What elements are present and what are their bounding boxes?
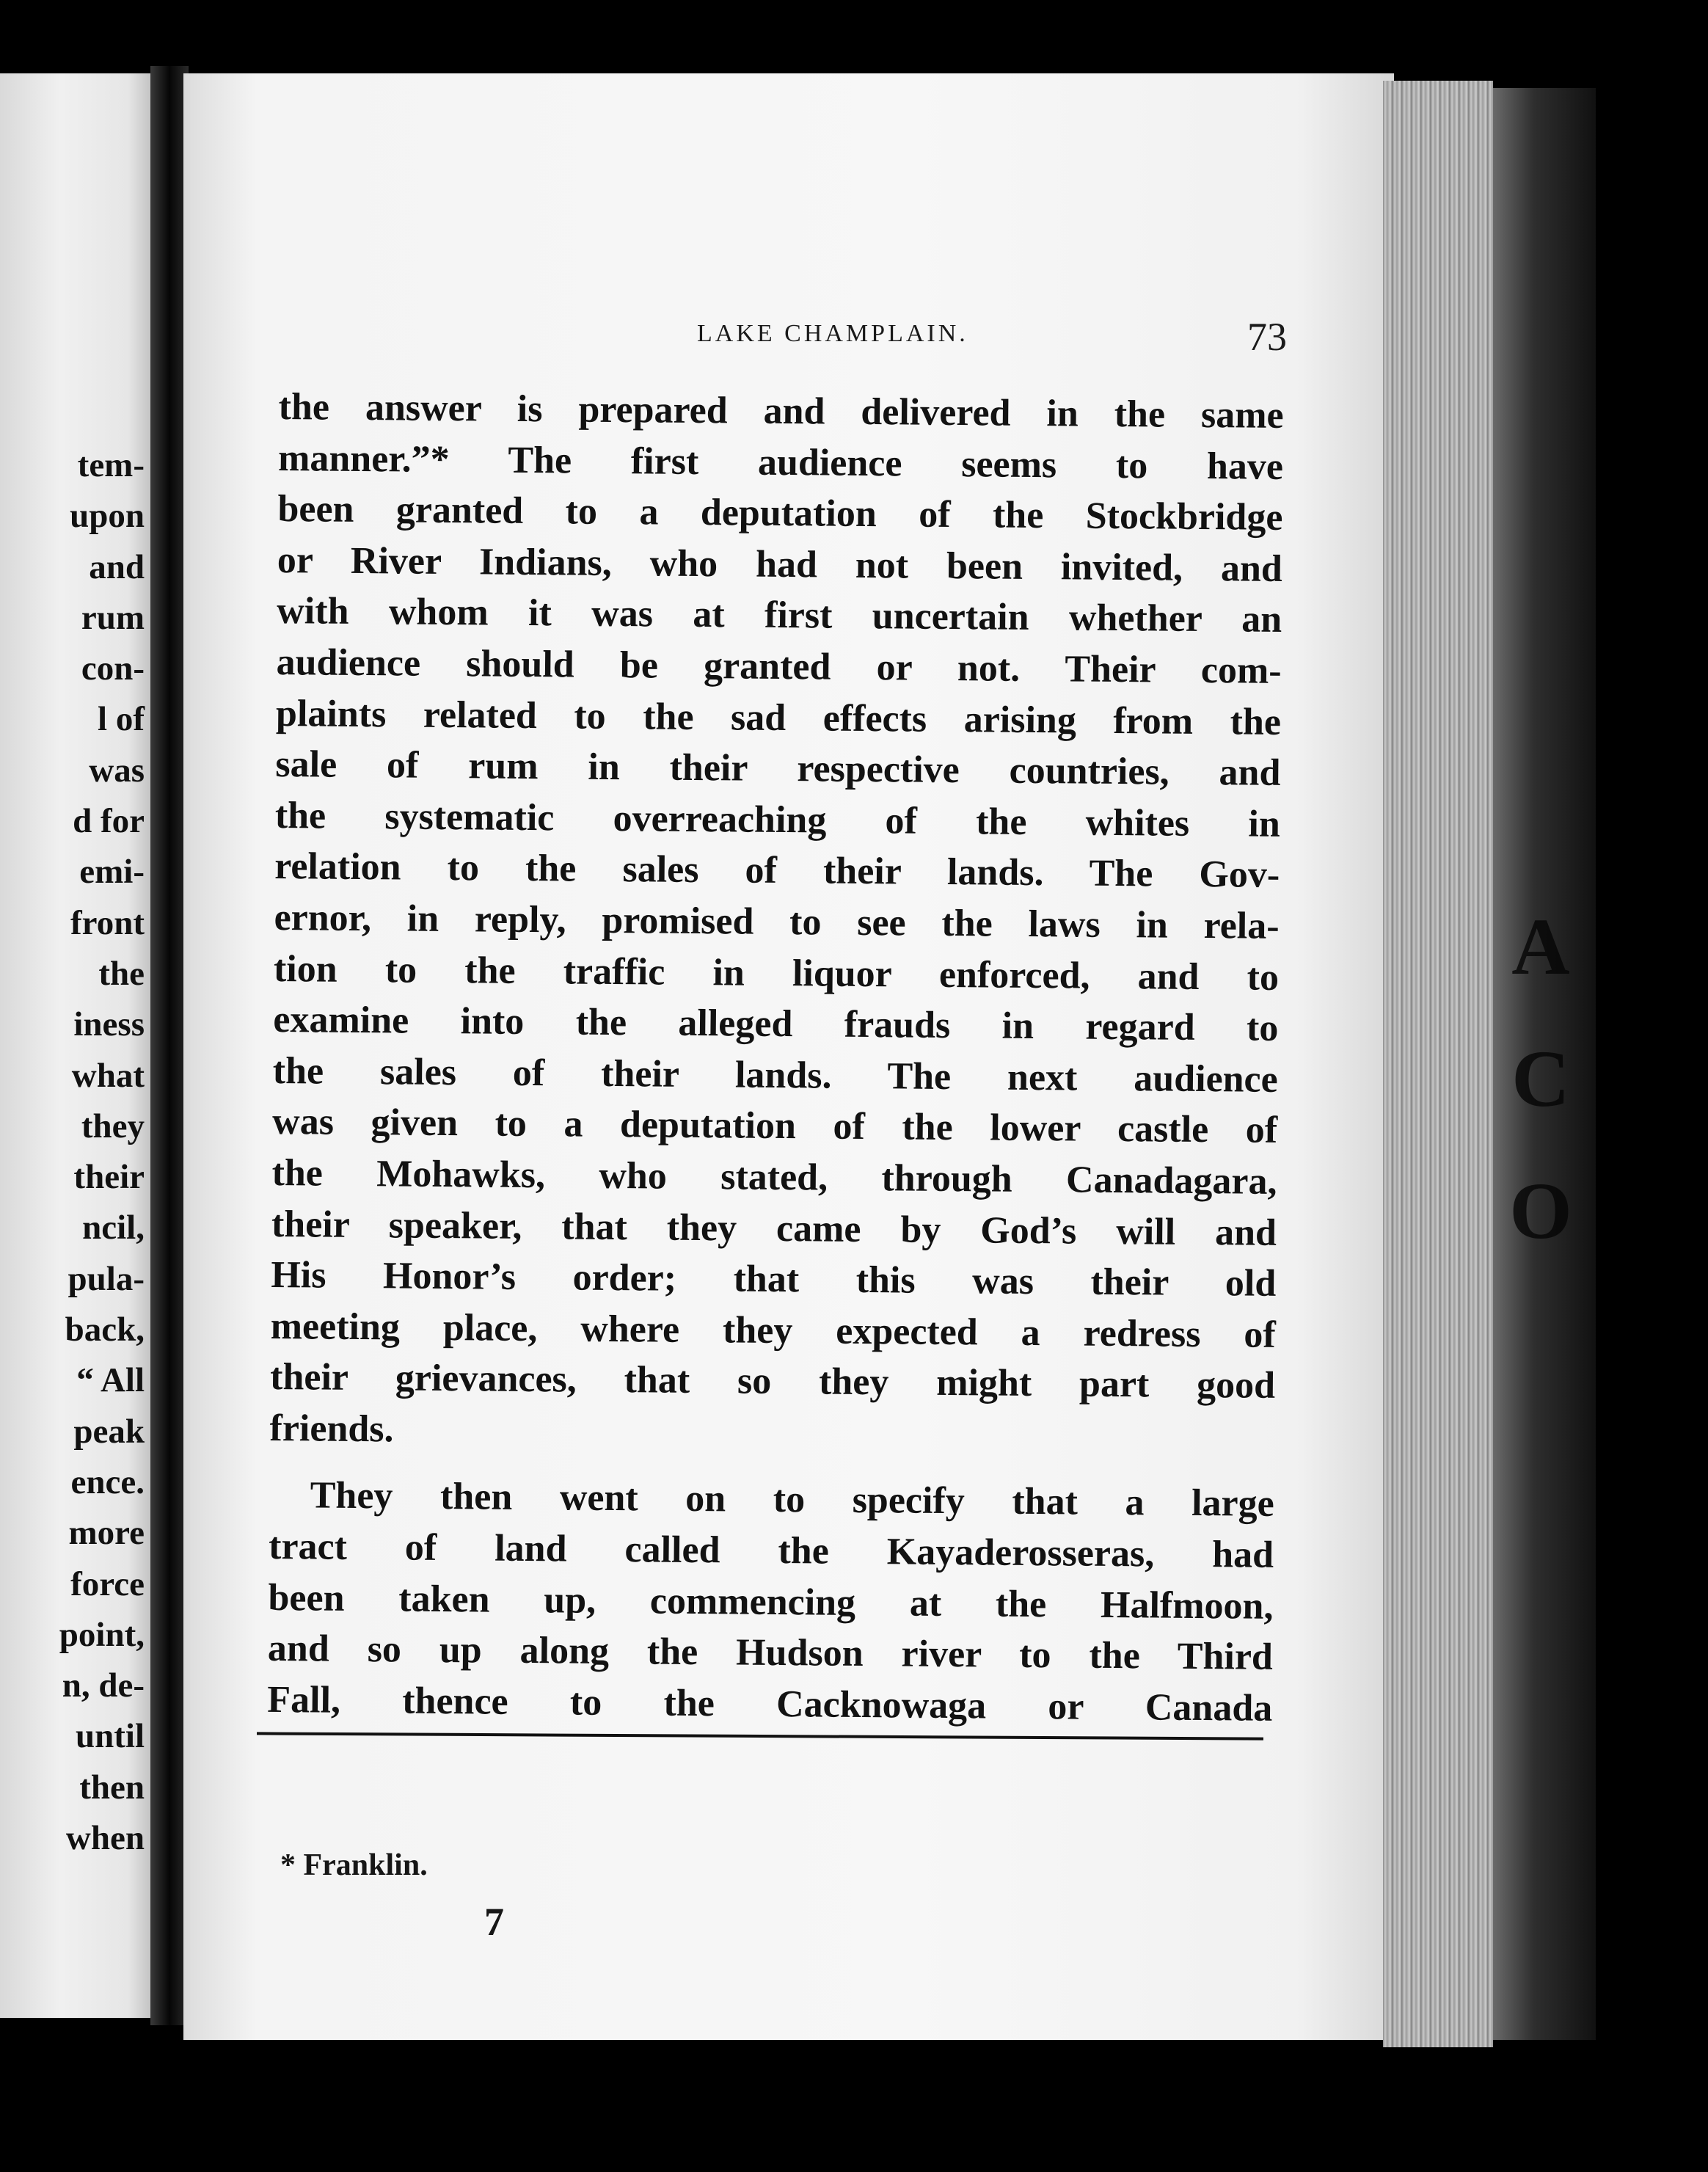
text-line: their grievances, that so they might part good <box>269 1356 1276 1407</box>
left-page-text <box>59 440 145 1864</box>
text-line: their speaker, that they came by God’s will and <box>271 1203 1277 1254</box>
text-line: tion to the traffic in liquor enforced, and to <box>273 947 1280 999</box>
text-line: been granted to a deputation of the Stockbridge <box>277 488 1283 539</box>
text-line: They then went on to specify that a large <box>310 1474 1274 1526</box>
spine-glyph: O <box>1509 1166 1572 1256</box>
spine-glyph: A <box>1511 902 1570 991</box>
text-line: the answer is prepared and delivered in the same <box>278 385 1284 437</box>
left-page <box>0 73 150 2018</box>
text-line: plaints related to the sad effects arising from the <box>275 692 1282 743</box>
left-line: con- <box>81 649 145 688</box>
left-line: ence. <box>70 1462 145 1501</box>
left-line: their <box>73 1158 145 1197</box>
left-line: upon <box>70 497 145 536</box>
text-line: the sales of their lands. The next audience <box>272 1049 1279 1101</box>
left-line: tem- <box>77 446 145 484</box>
text-line: the systematic overreaching of the whites in <box>274 794 1281 845</box>
signature-mark: 7 <box>484 1900 504 1944</box>
text-line: ernor, in reply, promised to see the laws in rela- <box>274 896 1280 947</box>
left-line: and <box>89 547 145 586</box>
text-line: meeting place, where they expected a redress of <box>270 1305 1276 1356</box>
text-line: sale of rum in their respective countries, and <box>275 743 1281 795</box>
footnote-rule <box>257 1732 1263 1740</box>
text-line: with whom it was at first uncertain whether an <box>277 590 1282 641</box>
left-line: back, <box>65 1311 145 1349</box>
left-line: ncil, <box>82 1209 145 1247</box>
text-line: relation to the sales of their lands. The Gov- <box>274 845 1280 897</box>
left-line: when <box>65 1819 145 1858</box>
left-line: until <box>75 1717 145 1756</box>
right-page <box>183 73 1394 2040</box>
left-line: rum <box>81 598 145 637</box>
text-line: friends. <box>269 1407 394 1451</box>
left-line: more <box>68 1514 145 1553</box>
left-line: was <box>89 751 145 790</box>
page-edges <box>1383 81 1493 2047</box>
running-head: LAKE CHAMPLAIN. <box>697 320 968 347</box>
text-line: tract of land called the Kayaderosseras, had <box>268 1526 1274 1576</box>
left-line: force <box>70 1564 145 1603</box>
text-line: been taken up, commencing at the Halfmoon, <box>268 1576 1274 1628</box>
left-line: point, <box>59 1615 145 1654</box>
text-line: was given to a deputation of the lower castle of <box>271 1101 1278 1152</box>
left-line: they <box>81 1107 145 1145</box>
text-line: audience should be granted or not. Their com- <box>276 641 1282 692</box>
left-line: l of <box>98 700 145 739</box>
body-text <box>267 382 1284 1734</box>
text-line: and so up along the Hudson river to the Third <box>267 1628 1274 1679</box>
left-line: “ All <box>76 1361 145 1400</box>
text-line: Fall, thence to the Cacknowaga or Canada <box>267 1678 1273 1730</box>
text-line: manner.”* The first audience seems to have <box>277 437 1284 488</box>
left-line: d for <box>73 802 145 841</box>
left-line: then <box>79 1768 145 1807</box>
spine-lettering <box>1497 881 1585 1277</box>
left-line: iness <box>73 1005 145 1044</box>
text-line: the Mohawks, who stated, through Canadagara, <box>271 1151 1277 1203</box>
text-line: or River Indians, who had not been invited, and <box>277 539 1283 590</box>
left-line: what <box>71 1056 145 1095</box>
left-line: emi- <box>79 853 145 892</box>
left-line: the <box>98 954 145 993</box>
left-line: pula- <box>67 1259 145 1298</box>
left-line: front <box>70 903 145 942</box>
left-line: n, de- <box>62 1666 145 1705</box>
spine-glyph: C <box>1511 1034 1570 1123</box>
footnote: * Franklin. <box>280 1848 428 1882</box>
text-line: His Honor’s order; that this was their old <box>271 1254 1277 1305</box>
text-line: examine into the alleged frauds in regard to <box>273 999 1279 1050</box>
left-line: peak <box>73 1412 145 1451</box>
page-number: 73 <box>1247 315 1287 359</box>
